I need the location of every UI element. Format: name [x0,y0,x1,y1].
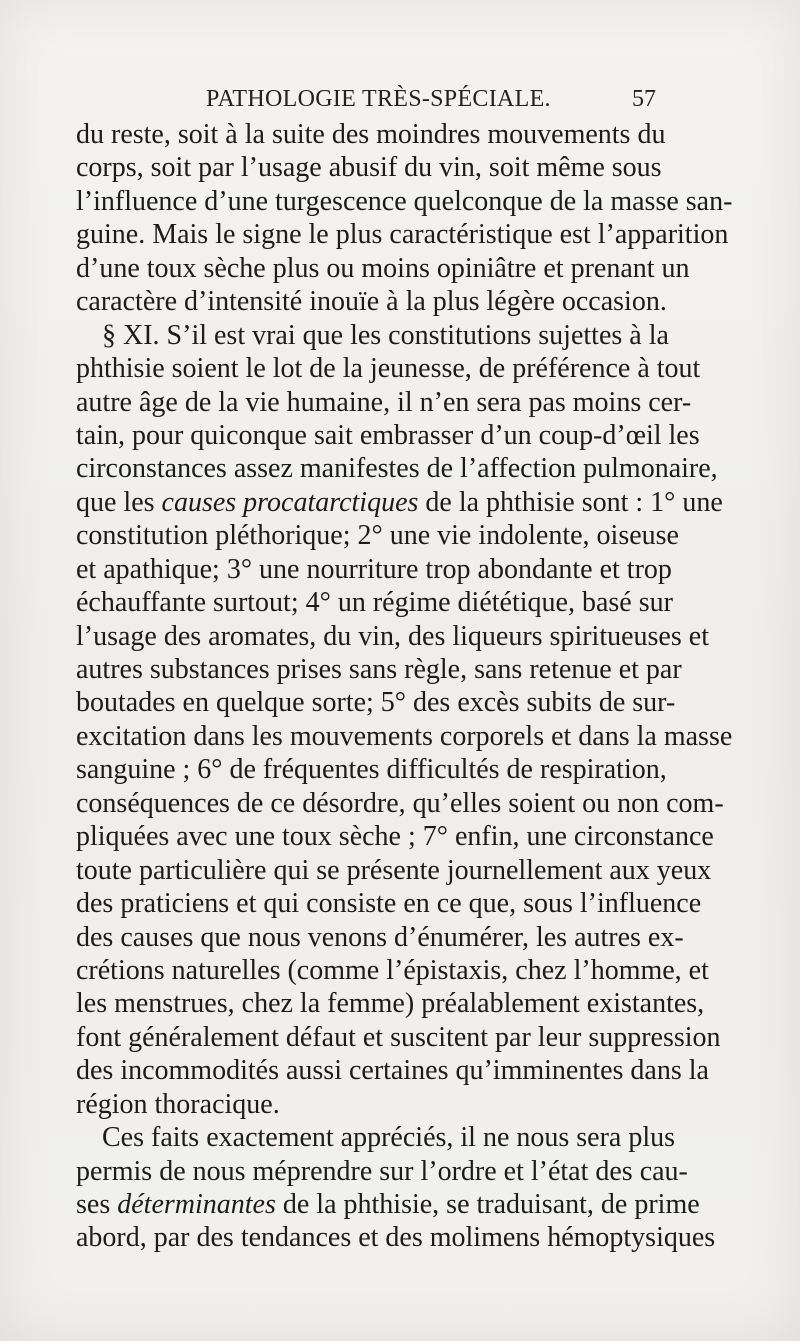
text-line: phthisie soient le lot de la jeunesse, de préférence à tout [76,353,701,385]
running-head: PATHOLOGIE TRÈS-SPÉCIALE. [206,86,551,112]
text-line: circonstances assez manifestes de l’affection pulmonaire, [76,453,718,485]
text-line: du reste, soit à la suite des moindres mouvements du [76,119,666,150]
text-line: d’une toux sèche plus ou moins opiniâtre et prenant un [76,252,690,284]
text-line: autre âge de la vie humaine, il n’en sera pas moins cer- [76,386,692,418]
text-line: et apathique; 3° une nourriture trop abondante et trop [76,553,672,585]
text-line: que les causes procatarctiques de la phthisie sont : 1° une [76,486,723,518]
italic-term: déterminantes [117,1189,276,1220]
text-line: excitation dans les mouvements corporels et dans la masse [76,720,733,752]
page-header [76,80,656,120]
text-line: abord, par des tendances et des molimens hémoptysiques [76,1222,716,1254]
text-line: ses déterminantes de la phthisie, se traduisant, de prime [76,1189,700,1220]
text-line: sanguine ; 6° de fréquentes difficultés de respiration, [76,754,667,786]
text-line: tain, pour quiconque sait embrasser d’un coup-d’œil les [76,419,700,451]
text-line: l’influence d’une turgescence quelconque de la masse san- [76,185,733,217]
body-text [76,118,733,1255]
text-line: crétions naturelles (comme l’épistaxis, chez l’homme, et [76,954,709,986]
text-line: des praticiens et qui consiste en ce que, sous l’influence [76,888,702,920]
text-line: l’usage des aromates, du vin, des liqueurs spiritueuses et [76,620,709,652]
text-line: font généralement défaut et suscitent par leur suppression [76,1021,721,1053]
text-line: toute particulière qui se présente journellement aux yeux [76,854,712,886]
text-line: région thoracique. [76,1088,280,1120]
text-line: des causes que nous venons d’énumérer, les autres ex- [76,921,684,953]
text-line: guine. Mais le signe le plus caractéristique est l’apparition [76,219,729,251]
text-line: permis de nous méprendre sur l’ordre et l’état des cau- [76,1155,688,1187]
text-line: les menstrues, chez la femme) préalablement existantes, [76,988,705,1020]
text-line: échauffante surtout; 4° un régime diététique, basé sur [76,587,673,619]
text-line: des incommodités aussi certaines qu’imminentes dans la [76,1055,709,1087]
text-line: constitution pléthorique; 2° une vie indolente, oiseuse [76,520,679,552]
text-line: Ces faits exactement appréciés, il ne nous sera plus [102,1122,676,1154]
text-line: boutades en quelque sorte; 5° des excès subits de sur- [76,687,676,719]
text-line: caractère d’intensité inouïe à la plus légère occasion. [76,286,667,318]
italic-term: causes procatarctiques [161,486,419,518]
text-line: pliquées avec une toux sèche ; 7° enfin, une circonstance [76,821,714,853]
section-heading-line: § XI. S’il est vrai que les constitutions sujettes à la [102,319,669,351]
text-line: conséquences de ce désordre, qu’elles soient ou non com- [76,787,724,819]
text-line: corps, soit par l’usage abusif du vin, soit même sous [76,152,662,184]
text-line: autres substances prises sans règle, sans retenue et par [76,654,682,685]
page-number: 57 [632,86,656,112]
